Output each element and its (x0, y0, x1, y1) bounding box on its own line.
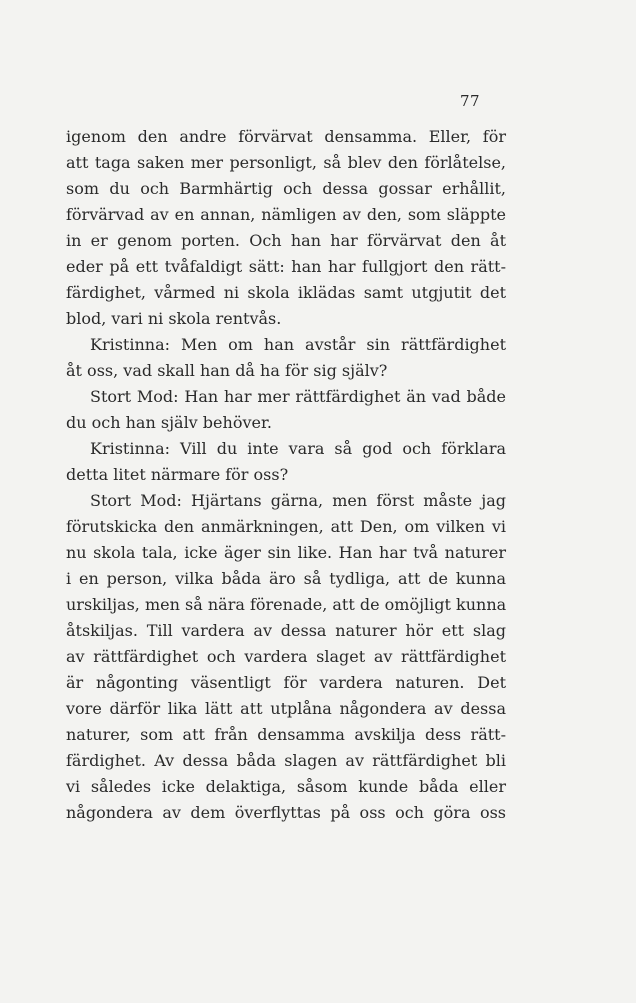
text-line: någondera av dem överflyttas på oss och göra oss (66, 803, 506, 822)
dialogue-line: Stort Mod: Han har mer rättfärdighet än vad både (90, 387, 506, 406)
text-line: åt oss, vad skall han då ha för sig själv? (66, 361, 388, 380)
text-line: detta litet närmare för oss? (66, 465, 289, 484)
text-line: av rättfärdighet och vardera slaget av rättfärdighet (66, 647, 506, 666)
text-line: som du och Barmhärtig och dessa gossar erhållit, (66, 179, 506, 198)
text-line: du och han själv behöver. (66, 413, 272, 432)
text-line: igenom den andre förvärvat densamma. Eller, för (66, 127, 506, 146)
text-line: urskiljas, men så nära förenade, att de omöjligt kunna (66, 595, 507, 614)
text-line: in er genom porten. Och han har förvärvat den åt (66, 231, 506, 250)
text-line: naturer, som att från densamma avskilja dess rätt- (66, 725, 506, 744)
dialogue-line: Kristinna: Men om han avstår sin rättfärdighet (90, 335, 506, 354)
text-line: att taga saken mer personligt, så blev den förlåtelse, (66, 153, 506, 172)
text-line: nu skola tala, icke äger sin like. Han har två naturer (66, 543, 506, 562)
text-line: färdighet, vårmed ni skola iklädas samt utgjutit det (66, 283, 506, 302)
text-line: åtskiljas. Till vardera av dessa naturer hör ett slag (66, 621, 506, 640)
text-line: förutskicka den anmärkningen, att Den, om vilken vi (66, 517, 506, 536)
text-line: är någonting väsentligt för vardera naturen. Det (66, 673, 506, 692)
page-number: 77 (460, 92, 481, 110)
text-line: blod, vari ni skola rentvås. (66, 309, 282, 328)
dialogue-line: Stort Mod: Hjärtans gärna, men först måste jag (90, 491, 506, 510)
text-line: i en person, vilka båda äro så tydliga, att de kunna (66, 569, 506, 588)
text-line: eder på ett tvåfaldigt sätt: han har fullgjort den rätt- (66, 257, 506, 276)
text-line: vi således icke delaktiga, såsom kunde båda eller (66, 777, 506, 796)
text-line: vore därför lika lätt att utplåna någondera av dessa (66, 699, 506, 718)
dialogue-line: Kristinna: Vill du inte vara så god och förklara (90, 439, 506, 458)
text-line: färdighet. Av dessa båda slagen av rättfärdighet bli (66, 751, 506, 770)
text-line: förvärvad av en annan, nämligen av den, som släppte (66, 205, 506, 224)
